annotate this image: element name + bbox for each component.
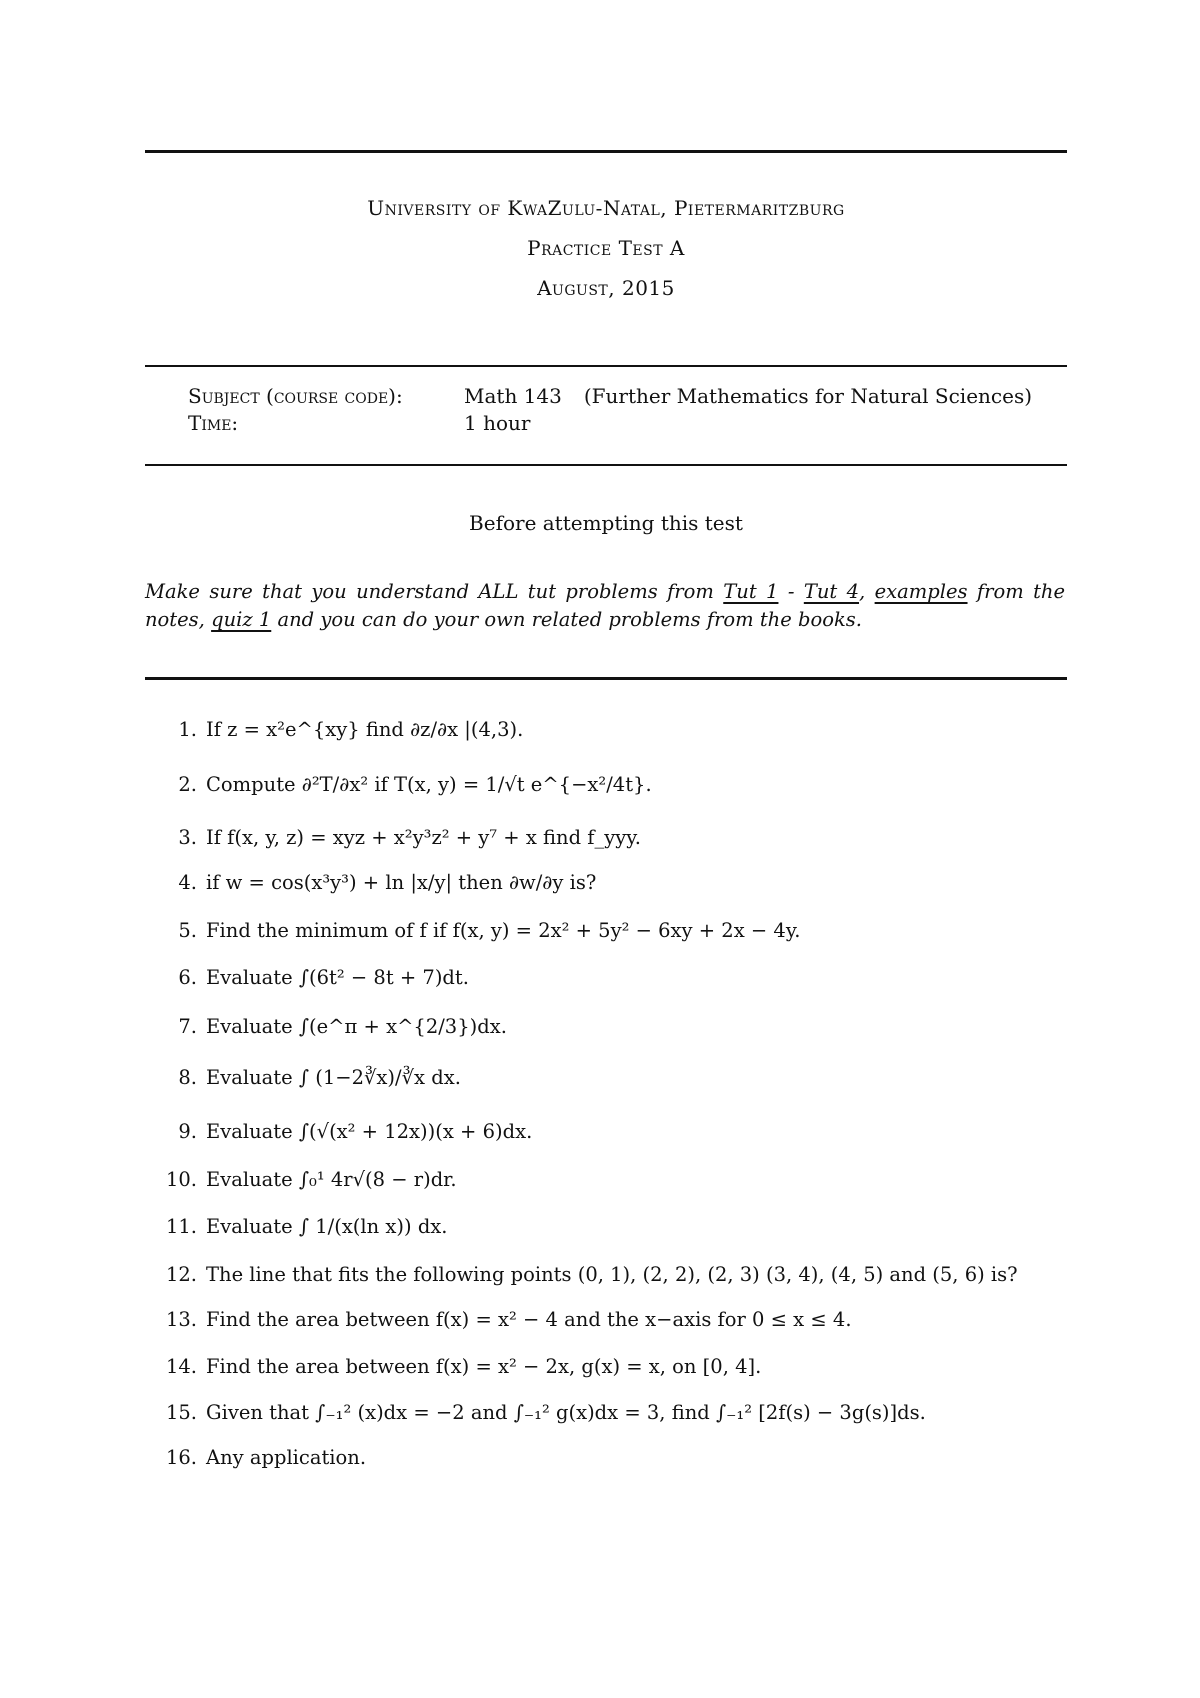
question-item xyxy=(145,1401,926,1424)
note-text: - xyxy=(778,580,804,603)
question-number: 10. xyxy=(165,1168,197,1191)
preface-note xyxy=(145,578,1065,634)
question-text: Compute ∂²T/∂x² if T(x, y) = 1/√t e^{−x²/4t}. xyxy=(206,773,652,796)
subject-name: (Further Mathematics for Natural Sciences) xyxy=(583,384,1033,408)
question-item xyxy=(145,1446,366,1469)
question-number: 2. xyxy=(178,773,197,796)
note-text: , xyxy=(859,580,875,603)
time-value: 1 hour xyxy=(464,411,531,435)
question-item xyxy=(145,1263,1018,1286)
subject-value xyxy=(464,383,1032,410)
subject-code: Math 143 xyxy=(464,384,562,408)
info-bottom-rule xyxy=(145,464,1067,466)
question-number: 6. xyxy=(178,966,197,989)
preface-heading: Before attempting this test xyxy=(469,511,743,535)
time-row xyxy=(188,410,1032,437)
note-link-quiz: quiz 1 xyxy=(211,608,272,631)
university-title: University of KwaZulu-Natal, Pietermaritzburg xyxy=(367,196,845,220)
question-number: 11. xyxy=(165,1215,197,1238)
question-number: 3. xyxy=(178,826,197,849)
question-text: Evaluate ∫₀¹ 4r√(8 − r)dr. xyxy=(206,1168,457,1191)
question-number: 5. xyxy=(178,919,197,942)
question-item xyxy=(145,1308,852,1331)
question-number: 16. xyxy=(165,1446,197,1469)
time-label: Time: xyxy=(188,411,239,435)
question-text: If z = x²e^{xy} find ∂z/∂x |(4,3). xyxy=(206,718,524,741)
question-text: Any application. xyxy=(206,1446,367,1469)
note-link-tut1: Tut 1 xyxy=(723,580,779,603)
question-number: 14. xyxy=(165,1355,197,1378)
question-item xyxy=(145,1215,448,1238)
question-item xyxy=(145,826,641,849)
note-text: Make sure that you understand ALL tut problems from xyxy=(145,580,724,603)
question-number: 13. xyxy=(165,1308,197,1331)
question-text: Evaluate ∫(e^π + x^{2/3})dx. xyxy=(206,1015,507,1038)
question-item xyxy=(145,773,652,796)
top-rule xyxy=(145,150,1067,153)
question-number: 8. xyxy=(178,1066,197,1089)
questions-top-rule xyxy=(145,677,1067,680)
question-number: 7. xyxy=(178,1015,197,1038)
question-text: Find the area between f(x) = x² − 4 and the x−axis for 0 ≤ x ≤ 4. xyxy=(206,1308,852,1331)
question-text: Find the area between f(x) = x² − 2x, g(x) = x, on [0, 4]. xyxy=(206,1355,762,1378)
question-item xyxy=(145,1015,507,1038)
subject-row xyxy=(188,383,1032,410)
question-text: if w = cos(x³y³) + ln |x/y| then ∂w/∂y is? xyxy=(206,871,597,894)
question-number: 4. xyxy=(178,871,197,894)
note-text: and you can do your own related problems from the books. xyxy=(271,608,862,631)
course-info xyxy=(188,383,1032,437)
question-item xyxy=(145,718,523,741)
question-text: Given that ∫₋₁² (x)dx = −2 and ∫₋₁² g(x)dx = 3, find ∫₋₁² [2f(s) − 3g(s)]ds. xyxy=(206,1401,926,1424)
subject-label: Subject (course code): xyxy=(188,384,403,408)
info-top-rule xyxy=(145,365,1067,367)
question-text: Evaluate ∫ 1/(x(ln x)) dx. xyxy=(206,1215,448,1238)
question-number: 12. xyxy=(165,1263,197,1286)
question-text: Evaluate ∫(√(x² + 12x))(x + 6)dx. xyxy=(206,1120,533,1143)
note-text: from the notes, xyxy=(145,580,1065,631)
question-item xyxy=(145,1066,461,1089)
question-item xyxy=(145,919,800,942)
question-number: 9. xyxy=(178,1120,197,1143)
question-item xyxy=(145,1120,532,1143)
test-title: Practice Test A xyxy=(527,236,685,260)
note-link-examples: examples xyxy=(874,580,968,603)
question-number: 15. xyxy=(165,1401,197,1424)
question-item xyxy=(145,1355,761,1378)
question-item xyxy=(145,1168,457,1191)
question-item xyxy=(145,966,469,989)
question-text: Evaluate ∫(6t² − 8t + 7)dt. xyxy=(206,966,469,989)
question-text: The line that fits the following points (0, 1), (2, 2), (2, 3) (3, 4), (4, 5) and (5, 6) is? xyxy=(206,1263,1018,1286)
test-date: August, 2015 xyxy=(537,276,675,300)
question-text: If f(x, y, z) = xyz + x²y³z² + y⁷ + x find f_yyy. xyxy=(206,826,641,849)
question-text: Find the minimum of f if f(x, y) = 2x² + 5y² − 6xy + 2x − 4y. xyxy=(206,919,801,942)
question-number: 1. xyxy=(178,718,197,741)
question-text: Evaluate ∫ (1−2∛x)/∛x dx. xyxy=(206,1066,461,1089)
note-link-tut4: Tut 4 xyxy=(803,580,860,603)
question-item xyxy=(145,871,596,894)
